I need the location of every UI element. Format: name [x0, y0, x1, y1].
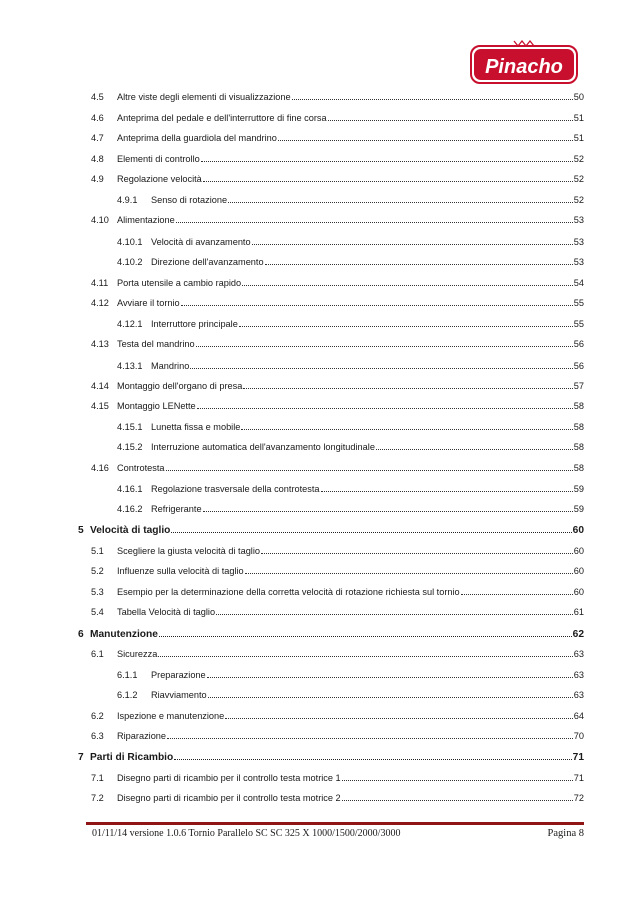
- toc-entry-title: Controtesta: [117, 463, 165, 473]
- toc-entry-page: 60: [572, 525, 584, 536]
- toc-entry-title: Tabella Velocità di taglio: [117, 607, 216, 617]
- toc-dot-leader: [241, 421, 572, 430]
- toc-entry[interactable]: [78, 751, 584, 764]
- toc-dot-leader: [176, 214, 573, 223]
- toc-entry-page: 62: [572, 629, 584, 640]
- toc-entry-number: 4.12: [91, 298, 109, 308]
- toc-entry-number: 5.4: [91, 607, 104, 617]
- toc-dot-leader: [278, 132, 573, 141]
- toc-entry-number: 5.1: [91, 546, 104, 556]
- toc-entry-title: Disegno parti di ricambio per il controllo testa motrice 1: [117, 773, 341, 783]
- toc-entry-title: Mandrino: [151, 361, 190, 371]
- toc-entry[interactable]: [91, 545, 584, 557]
- toc-dot-leader: [196, 338, 573, 347]
- toc-entry-page: 55: [573, 298, 584, 308]
- toc-entry-title: Disegno parti di ricambio per il controllo testa motrice 2: [117, 793, 341, 803]
- toc-dot-leader: [174, 751, 571, 760]
- toc-entry-title: Influenze sulla velocità di taglio: [117, 566, 244, 576]
- toc-entry-page: 63: [573, 690, 584, 700]
- toc-entry-page: 72: [573, 793, 584, 803]
- toc-dot-leader: [208, 689, 573, 698]
- toc-entry-page: 58: [573, 463, 584, 473]
- toc-entry-page: 70: [573, 731, 584, 741]
- toc-entry-page: 56: [573, 361, 584, 371]
- toc-entry-page: 60: [573, 587, 584, 597]
- toc-entry-title: Scegliere la giusta velocità di taglio: [117, 546, 260, 556]
- toc-entry-number: 4.9: [91, 174, 104, 184]
- toc-entry-number: 4.15: [91, 401, 109, 411]
- toc-entry-number: 5: [78, 525, 84, 536]
- toc-dot-leader: [181, 297, 573, 306]
- toc-entry[interactable]: [91, 586, 584, 598]
- toc-entry-page: 63: [573, 670, 584, 680]
- toc-entry[interactable]: [117, 360, 584, 372]
- toc-dot-leader: [225, 710, 573, 719]
- toc-dot-leader: [461, 586, 573, 595]
- toc-entry-title: Lunetta fissa e mobile: [151, 422, 241, 432]
- toc-entry[interactable]: [91, 112, 584, 124]
- toc-dot-leader: [243, 380, 572, 389]
- toc-entry-page: 56: [573, 339, 584, 349]
- toc-entry-title: Direzione dell'avanzamento: [151, 257, 264, 267]
- toc-dot-leader: [376, 441, 573, 450]
- toc-dot-leader: [159, 628, 572, 637]
- toc-dot-leader: [342, 772, 573, 781]
- toc-entry-title: Parti di Ricambio: [90, 752, 174, 763]
- toc-entry[interactable]: [91, 153, 584, 165]
- toc-dot-leader: [261, 545, 573, 554]
- toc-entry-page: 52: [573, 195, 584, 205]
- footer-text: 01/11/14 versione 1.0.6 Tornio Parallelo SC SC 325 X 1000/1500/2000/3000: [92, 828, 401, 839]
- toc-dot-leader: [242, 277, 573, 286]
- toc-entry-number: 5.2: [91, 566, 104, 576]
- page-number: Pagina 8: [547, 828, 584, 839]
- toc-entry-title: Montaggio LENette: [117, 401, 196, 411]
- toc-entry-title: Riparazione: [117, 731, 167, 741]
- toc-entry-number: 4.16.1: [117, 484, 143, 494]
- toc-entry-page: 55: [573, 319, 584, 329]
- toc-entry[interactable]: [117, 689, 584, 701]
- toc-entry-number: 7.2: [91, 793, 104, 803]
- toc-entry-title: Preparazione: [151, 670, 206, 680]
- toc-entry-number: 4.7: [91, 133, 104, 143]
- toc-entry-title: Velocità di taglio: [90, 525, 171, 536]
- toc-entry-page: 63: [573, 649, 584, 659]
- toc-entry[interactable]: [117, 256, 584, 268]
- toc-entry[interactable]: [91, 565, 584, 577]
- toc-entry[interactable]: [91, 297, 584, 309]
- toc-entry-page: 60: [573, 566, 584, 576]
- toc-entry-page: 53: [573, 257, 584, 267]
- toc-entry-number: 4.8: [91, 154, 104, 164]
- toc-entry-page: 58: [573, 422, 584, 432]
- toc-entry[interactable]: [117, 441, 584, 453]
- toc-entry-title: Altre viste degli elementi di visualizzazione: [117, 92, 291, 102]
- toc-entry-number: 4.11: [91, 278, 109, 288]
- toc-entry-page: 71: [573, 773, 584, 783]
- toc-entry-number: 4.16: [91, 463, 109, 473]
- toc-entry-number: 4.15.2: [117, 442, 143, 452]
- toc-entry-number: 4.5: [91, 92, 104, 102]
- toc-dot-leader: [203, 503, 573, 512]
- toc-entry[interactable]: [117, 669, 584, 681]
- toc-entry-title: Interruzione automatica dell'avanzamento longitudinale: [151, 442, 375, 452]
- toc-entry[interactable]: [91, 214, 584, 226]
- toc-entry-page: 64: [573, 711, 584, 721]
- toc-entry-page: 60: [573, 546, 584, 556]
- toc-entry-number: 4.15.1: [117, 422, 143, 432]
- toc-entry-title: Ispezione e manutenzione: [117, 711, 225, 721]
- toc-entry-number: 6: [78, 629, 84, 640]
- toc-entry[interactable]: [91, 400, 584, 412]
- toc-entry-title: Senso di rotazione: [151, 195, 228, 205]
- toc-entry-number: 7: [78, 752, 84, 763]
- toc-entry[interactable]: [91, 730, 584, 742]
- toc-entry-number: 5.3: [91, 587, 104, 597]
- toc-entry-number: 4.10: [91, 215, 109, 225]
- toc-dot-leader: [265, 256, 573, 265]
- toc-dot-leader: [167, 730, 573, 739]
- toc-entry-title: Avviare il tornio: [117, 298, 180, 308]
- toc-entry[interactable]: [78, 524, 584, 537]
- toc-entry[interactable]: [91, 792, 584, 804]
- toc-dot-leader: [166, 462, 573, 471]
- toc-dot-leader: [252, 236, 573, 245]
- toc-entry-title: Riavviamento: [151, 690, 207, 700]
- toc-entry-title: Refrigerante: [151, 504, 202, 514]
- toc-dot-leader: [203, 173, 573, 182]
- toc-entry-page: 57: [573, 381, 584, 391]
- toc-entry-page: 51: [573, 113, 584, 123]
- toc-entry[interactable]: [117, 194, 584, 206]
- toc-dot-leader: [190, 360, 572, 369]
- toc-dot-leader: [328, 112, 573, 121]
- toc-entry[interactable]: [91, 606, 584, 618]
- toc-entry[interactable]: [78, 628, 584, 641]
- toc-entry-number: 4.12.1: [117, 319, 143, 329]
- toc-entry-number: 6.1.1: [117, 670, 138, 680]
- toc-dot-leader: [321, 483, 573, 492]
- toc-entry-number: 4.13: [91, 339, 109, 349]
- toc-dot-leader: [245, 565, 573, 574]
- toc-entry-page: 58: [573, 401, 584, 411]
- toc-entry-title: Regolazione trasversale della controtesta: [151, 484, 320, 494]
- toc-entry-title: Elementi di controllo: [117, 154, 200, 164]
- toc-entry[interactable]: [91, 173, 584, 185]
- toc-entry[interactable]: [91, 277, 584, 289]
- toc-entry[interactable]: [117, 236, 584, 248]
- toc-entry-number: 7.1: [91, 773, 104, 783]
- toc-entry-number: 4.13.1: [117, 361, 143, 371]
- toc-entry-title: Testa del mandrino: [117, 339, 195, 349]
- toc-entry-page: 61: [573, 607, 584, 617]
- toc-entry-number: 6.3: [91, 731, 104, 741]
- toc-dot-leader: [342, 792, 573, 801]
- toc-entry[interactable]: [91, 772, 584, 784]
- toc-entry-page: 59: [573, 484, 584, 494]
- toc-dot-leader: [239, 318, 573, 327]
- toc-dot-leader: [158, 648, 572, 657]
- toc-entry-title: Anteprima della guardiola del mandrino: [117, 133, 277, 143]
- toc-entry-page: 52: [573, 154, 584, 164]
- toc-entry[interactable]: [117, 318, 584, 330]
- toc-dot-leader: [216, 606, 573, 615]
- toc-dot-leader: [207, 669, 573, 678]
- toc-dot-leader: [292, 91, 573, 100]
- toc-entry-number: 6.1.2: [117, 690, 138, 700]
- toc-entry-page: 59: [573, 504, 584, 514]
- toc-entry[interactable]: [117, 503, 584, 515]
- toc-entry-title: Interruttore principale: [151, 319, 238, 329]
- toc-entry-number: 4.9.1: [117, 195, 138, 205]
- toc-entry-page: 54: [573, 278, 584, 288]
- toc-entry[interactable]: [91, 462, 584, 474]
- toc-entry[interactable]: [91, 132, 584, 144]
- toc-dot-leader: [197, 400, 573, 409]
- toc-entry-title: Regolazione velocità: [117, 174, 202, 184]
- footer-divider: [86, 822, 584, 825]
- toc-dot-leader: [201, 153, 573, 162]
- toc-entry-title: Velocità di avanzamento: [151, 237, 251, 247]
- toc-entry-page: 58: [573, 442, 584, 452]
- toc-entry[interactable]: [117, 483, 584, 495]
- toc-entry-number: 4.16.2: [117, 504, 143, 514]
- toc-entry-page: 50: [573, 92, 584, 102]
- toc-dot-leader: [228, 194, 573, 203]
- toc-entry-number: 4.10.2: [117, 257, 143, 267]
- logo-text: Pinacho: [485, 56, 563, 78]
- toc-entry-number: 4.14: [91, 381, 109, 391]
- toc-entry-title: Manutenzione: [90, 629, 158, 640]
- toc-dot-leader: [171, 524, 571, 533]
- toc-entry-title: Alimentazione: [117, 215, 175, 225]
- toc-entry[interactable]: [117, 421, 584, 433]
- toc-entry-number: 4.10.1: [117, 237, 143, 247]
- toc-entry[interactable]: [91, 648, 584, 660]
- toc-entry-page: 53: [573, 215, 584, 225]
- toc-entry-page: 71: [572, 752, 584, 763]
- toc-entry[interactable]: [91, 91, 584, 103]
- toc-entry-number: 6.2: [91, 711, 104, 721]
- toc-entry-page: 53: [573, 237, 584, 247]
- toc-entry[interactable]: [91, 710, 584, 722]
- toc-entry-title: Anteprima del pedale e dell'interruttore di fine corsa: [117, 113, 327, 123]
- toc-entry-number: 6.1: [91, 649, 104, 659]
- toc-entry-page: 52: [573, 174, 584, 184]
- toc-entry-title: Sicurezza: [117, 649, 158, 659]
- toc-entry-title: Esempio per la determinazione della corretta velocità di rotazione richiesta sul tornio: [117, 587, 460, 597]
- toc-entry-page: 51: [573, 133, 584, 143]
- toc-entry[interactable]: [91, 338, 584, 350]
- toc-entry-number: 4.6: [91, 113, 104, 123]
- toc-entry-title: Montaggio dell'organo di presa: [117, 381, 243, 391]
- toc-entry-title: Porta utensile a cambio rapido: [117, 278, 242, 288]
- toc-entry[interactable]: [91, 380, 584, 392]
